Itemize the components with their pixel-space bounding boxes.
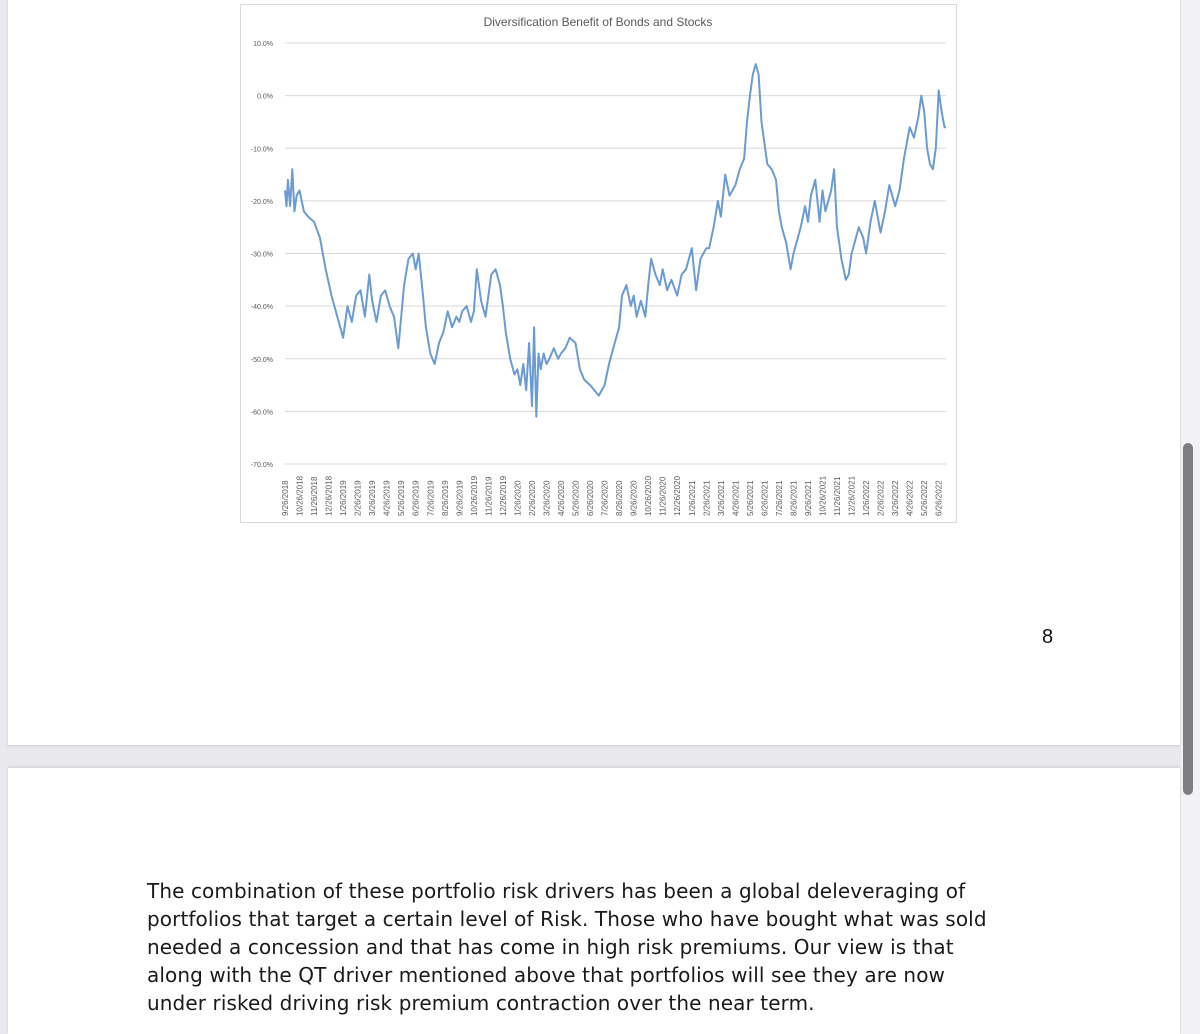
x-tick-label: 7/26/2020: [600, 480, 610, 516]
x-tick-label: 3/26/2022: [891, 480, 901, 516]
x-tick-label: 3/26/2019: [368, 480, 378, 516]
x-tick-label: 11/26/2019: [484, 476, 494, 516]
x-tick-label: 5/26/2021: [745, 480, 755, 516]
x-tick-label: 2/26/2019: [353, 480, 363, 516]
y-tick-label: -10.0%: [250, 146, 273, 154]
y-tick-label: -20.0%: [250, 198, 273, 206]
series-line: [285, 64, 946, 417]
series-layer: [285, 64, 946, 417]
x-tick-label: 2/26/2020: [527, 480, 537, 516]
x-tick-label: 11/26/2021: [833, 476, 843, 516]
y-tick-label: -40.0%: [250, 304, 273, 312]
body-text-line: needed a concession and that has come in high risk premiums. Our view is that: [147, 935, 954, 959]
x-tick-label: 1/26/2020: [513, 480, 523, 516]
x-tick-label: 6/26/2022: [934, 480, 944, 516]
x-tick-label: 11/26/2018: [310, 476, 320, 516]
x-tick-label: 4/26/2021: [731, 480, 741, 516]
y-tick-label: 0.0%: [257, 93, 273, 101]
x-tick-label: 10/26/2019: [469, 475, 479, 516]
x-tick-label: 1/26/2019: [339, 480, 349, 516]
y-tick-label: -30.0%: [250, 251, 273, 259]
x-tick-label: 3/26/2020: [542, 480, 552, 516]
x-tick-label: 8/26/2019: [440, 480, 450, 516]
x-tick-label: 12/26/2020: [673, 475, 683, 516]
body-text-line: along with the QT driver mentioned above that portfolios will see they are now: [147, 963, 946, 987]
x-tick-label: 9/26/2020: [629, 480, 639, 516]
x-tick-label: 12/26/2021: [847, 475, 857, 516]
x-tick-label: 3/26/2021: [716, 480, 726, 516]
x-tick-label: 5/26/2020: [571, 480, 581, 516]
x-tick-label: 4/26/2019: [382, 480, 392, 516]
x-tick-label: 6/26/2020: [586, 480, 596, 516]
x-tick-label: 6/26/2021: [760, 480, 770, 516]
y-axis-ticks: [251, 41, 273, 469]
line-chart: [241, 5, 956, 522]
x-tick-label: 6/26/2019: [411, 480, 421, 516]
y-tick-label: -70.0%: [250, 462, 273, 469]
gridlines: [285, 43, 946, 464]
x-tick-label: 10/26/2020: [644, 475, 654, 516]
x-tick-label: 12/26/2019: [498, 475, 508, 516]
y-tick-label: -50.0%: [250, 356, 273, 364]
x-tick-label: 10/26/2021: [818, 475, 828, 516]
x-tick-label: 5/26/2022: [920, 480, 930, 516]
x-tick-label: 10/26/2018: [295, 475, 305, 516]
scrollbar-thumb[interactable]: [1183, 443, 1193, 795]
y-tick-label: -60.0%: [250, 409, 273, 417]
x-tick-label: 8/26/2020: [615, 480, 625, 516]
x-tick-label: 1/26/2021: [687, 480, 697, 516]
x-tick-label: 12/26/2018: [324, 475, 334, 516]
x-tick-label: 9/26/2021: [803, 480, 813, 516]
x-tick-label: 7/26/2021: [774, 480, 784, 516]
page-number: 8: [1042, 626, 1054, 648]
document-page-top: [8, 0, 1180, 745]
body-paragraph: [147, 877, 1047, 1017]
x-tick-label: 2/26/2021: [702, 480, 712, 516]
x-tick-label: 4/26/2020: [557, 480, 567, 516]
x-tick-label: 8/26/2021: [789, 480, 799, 516]
body-text-line: portfolios that target a certain level of Risk. Those who have bought what was sold: [147, 907, 987, 931]
x-tick-label: 4/26/2022: [905, 480, 915, 516]
chart-title: Diversification Benefit of Bonds and Stocks: [483, 15, 713, 29]
x-tick-label: 7/26/2019: [426, 480, 436, 516]
chart-frame: [240, 4, 957, 523]
y-tick-label: 10.0%: [253, 41, 273, 48]
body-text-line: under risked driving risk premium contraction over the near term.: [147, 991, 815, 1015]
x-tick-label: 9/26/2018: [281, 480, 290, 516]
x-axis-ticks: [281, 475, 944, 516]
x-tick-label: 2/26/2022: [876, 480, 886, 516]
x-tick-label: 1/26/2022: [862, 480, 872, 516]
document-page-bottom: [8, 768, 1180, 1034]
body-text-line: The combination of these portfolio risk drivers has been a global deleveraging of: [147, 879, 966, 903]
x-tick-label: 5/26/2019: [397, 480, 407, 516]
x-tick-label: 9/26/2019: [455, 480, 465, 516]
x-tick-label: 11/26/2020: [658, 476, 668, 516]
